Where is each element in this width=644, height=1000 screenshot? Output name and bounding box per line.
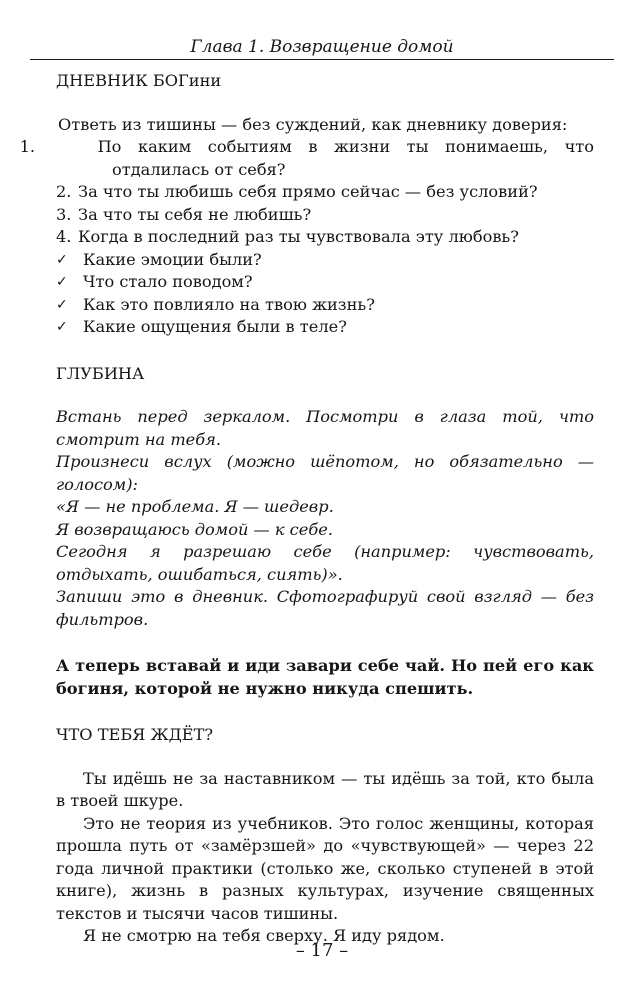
question-text: По каким событиям в жизни ты понимаешь, что отдалилась от себя?	[97, 137, 594, 179]
diary-title: ДНЕВНИК БОГини	[56, 71, 222, 90]
body-paragraph: Ты идёшь не за наставником — ты идёшь за той, кто была в твоей шкуре.	[56, 768, 594, 810]
question-text: За что ты себя не любишь?	[78, 204, 312, 224]
question-item	[56, 204, 594, 227]
check-text: Как это повлияло на твою жизнь?	[83, 294, 375, 314]
body-paragraph: Это не теория из учебников. Это голос женщины, которая прошла путь от «замёрзшей» до «чувствующей» — через 22 года личной практики (столько же, сколько ступеней в этой книге), жизнь в разных культурах, изучение священных текстов и тысячи часов тишины.	[56, 813, 594, 923]
depth-line: Произнеси вслух (можно шёпотом, но обязательно — голосом):	[56, 452, 594, 494]
depth-line: Сегодня я разрешаю себе (например: чувствовать, отдыхать, ошибаться, сиять)».	[56, 542, 594, 584]
question-number: 4.	[56, 227, 72, 246]
check-mark-icon: ✓	[56, 251, 68, 268]
depth-line: Запиши это в дневник. Сфотографируй свой взгляд — без фильтров.	[56, 587, 594, 629]
check-item	[56, 249, 594, 272]
check-list	[56, 249, 594, 339]
page-number: – 17 –	[295, 940, 349, 961]
depth-line: «Я — не проблема. Я — шедевр.	[56, 497, 334, 516]
check-item	[56, 294, 594, 317]
bold-paragraph: А теперь вставай и иди завари себе чай. Но пей его как богиня, которой не нужно никуда спешить.	[56, 656, 594, 698]
check-mark-icon: ✓	[56, 319, 68, 335]
depth-title: ГЛУБИНА	[56, 363, 145, 383]
question-list	[19, 136, 594, 249]
question-number: 2.	[56, 182, 72, 201]
question-number: 1.	[19, 137, 36, 156]
check-text: Какие эмоции были?	[83, 249, 262, 269]
check-text: Что стало поводом?	[83, 272, 253, 291]
check-text: Какие ощущения были в теле?	[83, 317, 347, 336]
question-item	[56, 181, 594, 204]
diary-intro: Ответь из тишины — без суждений, как дневнику доверия:	[58, 114, 568, 134]
depth-block	[56, 406, 594, 631]
check-mark-icon: ✓	[56, 296, 68, 313]
question-item	[19, 136, 594, 181]
question-item	[56, 226, 594, 249]
check-item	[56, 316, 594, 339]
check-mark-icon: ✓	[56, 274, 68, 290]
waiting-title: ЧТО ТЕБЯ ЖДЁТ?	[56, 725, 214, 744]
page-content	[19, 70, 594, 948]
check-item	[56, 271, 594, 294]
depth-line: Встань перед зеркалом. Посмотри в глаза той, что смотрит на тебя.	[56, 407, 594, 449]
question-text: За что ты любишь себя прямо сейчас — без условий?	[78, 182, 538, 201]
body-paragraph: Я не смотрю на тебя сверху. Я иду рядом.	[83, 926, 445, 945]
depth-line: Я возвращаюсь домой — к себе.	[56, 519, 333, 539]
header-rule	[30, 59, 614, 60]
question-number: 3.	[56, 204, 72, 224]
running-header: Глава 1. Возвращение домой	[190, 37, 454, 57]
question-text: Когда в последний раз ты чувствовала эту любовь?	[78, 227, 519, 246]
